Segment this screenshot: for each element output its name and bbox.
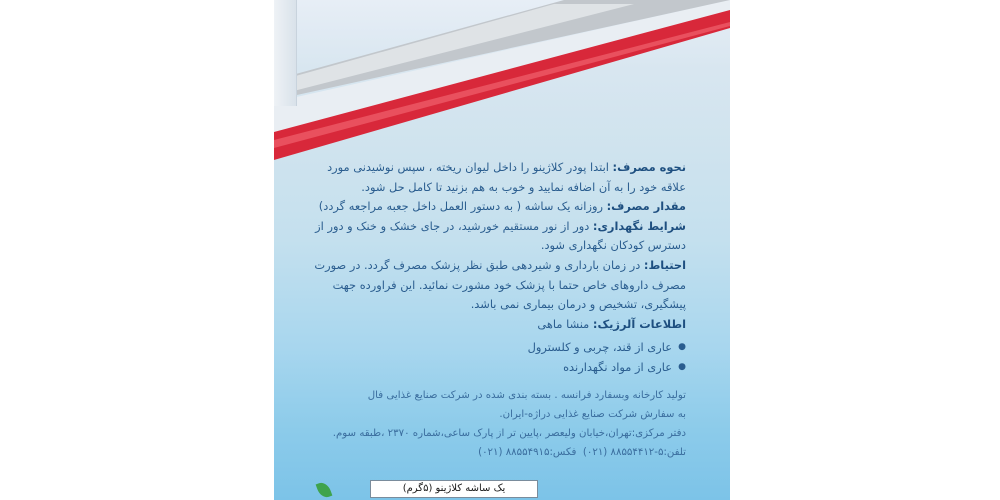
- caution-line: [314, 256, 686, 315]
- box-flap: [274, 0, 297, 106]
- fax-label: فکس:: [549, 446, 577, 458]
- product-box-side-panel: [274, 0, 730, 500]
- usage-line: [314, 158, 686, 197]
- caution-label: احتیاط:: [643, 257, 686, 272]
- sachet-label: یک ساشه کلاژینو (۵گرم): [370, 480, 538, 498]
- manufacturer-info: [314, 386, 686, 462]
- storage-line: [314, 217, 686, 256]
- caution-text: در زمان بارداری و شیردهی طبق نظر پزشک مصرف گردد. در صورت مصرف داروهای خاص حتما با پزشک خود مشورت نمائید. این فراورده جهت پیشگیری، تشخیص و درمان بیماری نمی باشد.: [314, 257, 686, 312]
- manufacturer-line-2: به سفارش شرکت صنایع غذایی دراژه-ایران.: [499, 408, 686, 420]
- address-line: دفتر مرکزی:تهران،خیابان ولیعصر ،پایین تر از پارک ساعی،شماره ۲۳۷۰ ،طبقه سوم.: [332, 427, 686, 439]
- feature-item: ● عاری از مواد نگهدارنده: [314, 358, 686, 378]
- allergy-label: اطلاعات آلرژیک:: [592, 316, 686, 331]
- fax-number: (۰۲۱) ۸۸۵۵۴۹۱۵: [478, 446, 550, 458]
- allergy-line: [314, 315, 686, 335]
- storage-text: دور از نور مستقیم خورشید، در جای خشک و خنک و دور از دسترس کودکان نگهداری شود.: [315, 218, 686, 253]
- usage-text: ابتدا پودر کلاژینو را داخل لیوان ریخته ، سپس نوشیدنی مورد علاقه خود را به آن اضافه نمایید و خوب به هم بزنید تا کامل حل شود.: [327, 160, 686, 194]
- dosage-label: مقدار مصرف:: [606, 199, 686, 214]
- dosage-text: روزانه یک ساشه ( به دستور العمل داخل جعبه مراجعه گردد): [318, 199, 607, 214]
- feature-item: ● عاری از قند، چربی و کلسترول: [314, 338, 686, 358]
- usage-label: نحوه مصرف:: [612, 160, 686, 174]
- features-list: [314, 338, 686, 377]
- leaf-icon: [316, 480, 333, 499]
- phone-label: تلفن:: [663, 446, 686, 458]
- contact-line: [314, 443, 686, 462]
- usage-info-text: [314, 158, 686, 462]
- allergy-text: منشا ماهی: [537, 316, 593, 331]
- decorative-stripes: [274, 0, 730, 170]
- dosage-line: [314, 197, 686, 217]
- phone-number: (۰۲۱) ۸۸۵۵۴۴۱۲-۵: [582, 446, 664, 458]
- storage-label: شرایط نگهداری:: [592, 218, 686, 233]
- manufacturer-line-1: تولید کارخانه وبسفارد فرانسه . بسته بندی شده در شرکت صنایع غذایی فال: [367, 389, 686, 401]
